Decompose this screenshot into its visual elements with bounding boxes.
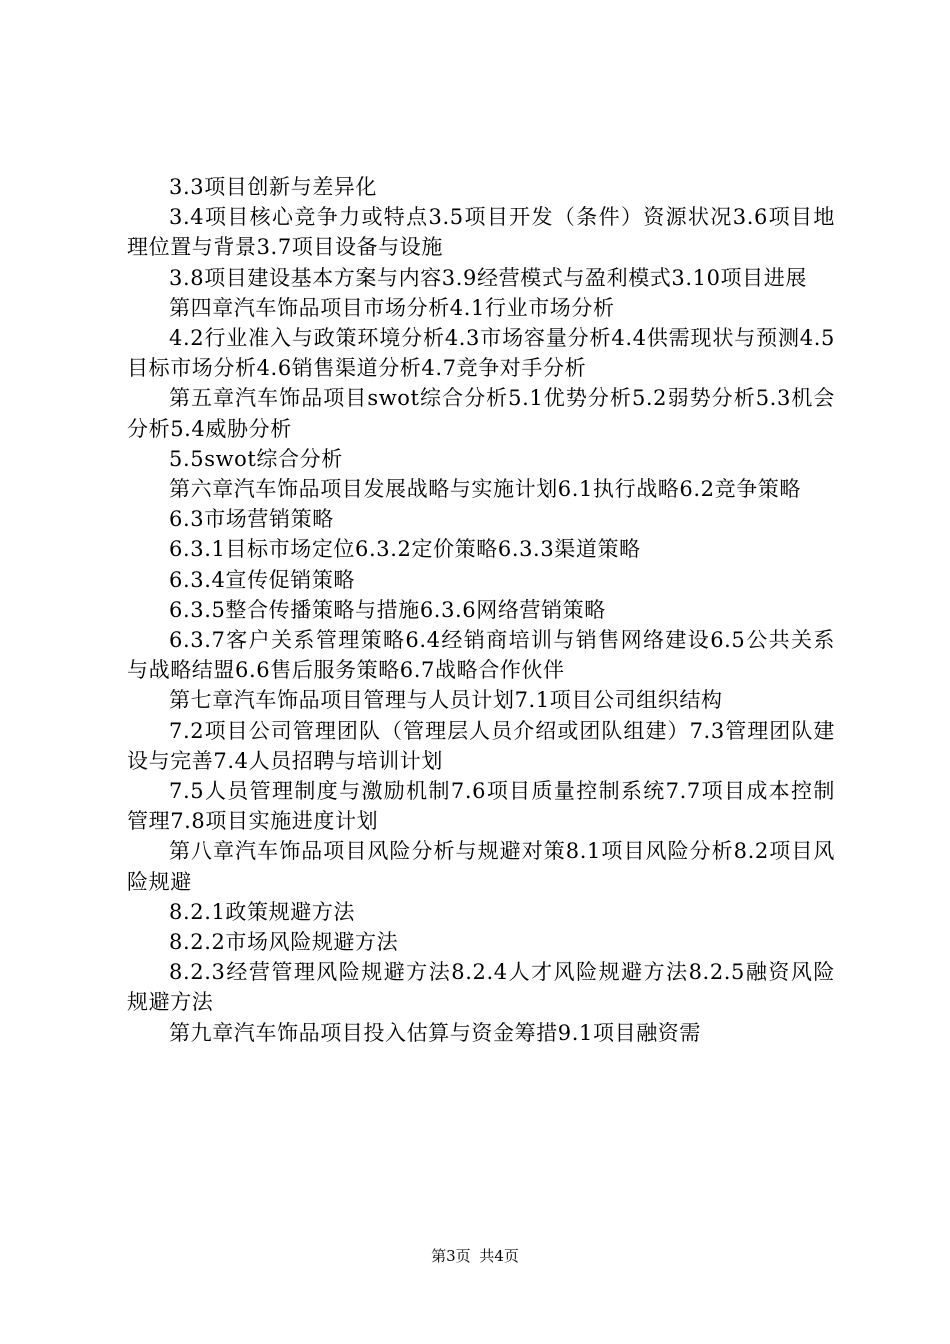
paragraph: 8.2.2市场风险规避方法 xyxy=(169,930,399,955)
paragraph: 6.3.4宣传促销策略 xyxy=(169,567,356,592)
paragraph: 4.2行业准入与政策环境分析4.3市场容量分析4.4供需现状与预测4.5目标市场分析4.6销售渠道分析4.7竞争对手分析 xyxy=(127,326,835,381)
paragraph: 7.5人员管理制度与激励机制7.6项目质量控制系统7.7项目成本控制管理7.8项目实施进度计划 xyxy=(127,779,835,834)
paragraph: 8.2.3经营管理风险规避方法8.2.4人才风险规避方法8.2.5融资风险规避方法 xyxy=(127,960,835,1015)
paragraph: 3.3项目创新与差异化 xyxy=(169,175,377,199)
page-number: 第3页 xyxy=(431,1247,471,1265)
paragraph: 7.2项目公司管理团队（管理层人员介绍或团队组建）7.3管理团队建设与完善7.4人员招聘与培训计划 xyxy=(127,718,835,773)
paragraph: 第六章汽车饰品项目发展战略与实施计划6.1执行战略6.2竞争策略 xyxy=(169,477,801,502)
paragraph: 8.2.1政策规避方法 xyxy=(169,899,356,924)
paragraph: 第八章汽车饰品项目风险分析与规避对策8.1项目风险分析8.2项目风险规避 xyxy=(127,839,835,894)
paragraph: 3.4项目核心竞争力或特点3.5项目开发（条件）资源状况3.6项目地理位置与背景3.7项目设备与设施 xyxy=(127,205,835,260)
paragraph: 第四章汽车饰品项目市场分析4.1行业市场分析 xyxy=(169,295,615,320)
document-body xyxy=(127,172,835,1048)
paragraph: 第七章汽车饰品项目管理与人员计划7.1项目公司组织结构 xyxy=(169,688,723,713)
paragraph: 5.5swot综合分析 xyxy=(169,446,343,471)
paragraph: 第五章汽车饰品项目swot综合分析5.1优势分析5.2弱势分析5.3机会分析5.4威胁分析 xyxy=(127,386,835,441)
paragraph: 3.8项目建设基本方案与内容3.9经营模式与盈利模式3.10项目进展 xyxy=(169,265,807,290)
paragraph: 6.3.1目标市场定位6.3.2定价策略6.3.3渠道策略 xyxy=(169,537,641,562)
paragraph: 6.3.7客户关系管理策略6.4经销商培训与销售网络建设6.5公共关系与战略结盟6.6售后服务策略6.7战略合作伙伴 xyxy=(127,628,835,683)
paragraph: 6.3市场营销策略 xyxy=(169,507,334,532)
page-total: 共4页 xyxy=(479,1247,519,1265)
paragraph: 第九章汽车饰品项目投入估算与资金筹措9.1项目融资需 xyxy=(169,1020,701,1045)
paragraph: 6.3.5整合传播策略与措施6.3.6网络营销策略 xyxy=(169,597,606,622)
page-footer xyxy=(0,1246,950,1266)
